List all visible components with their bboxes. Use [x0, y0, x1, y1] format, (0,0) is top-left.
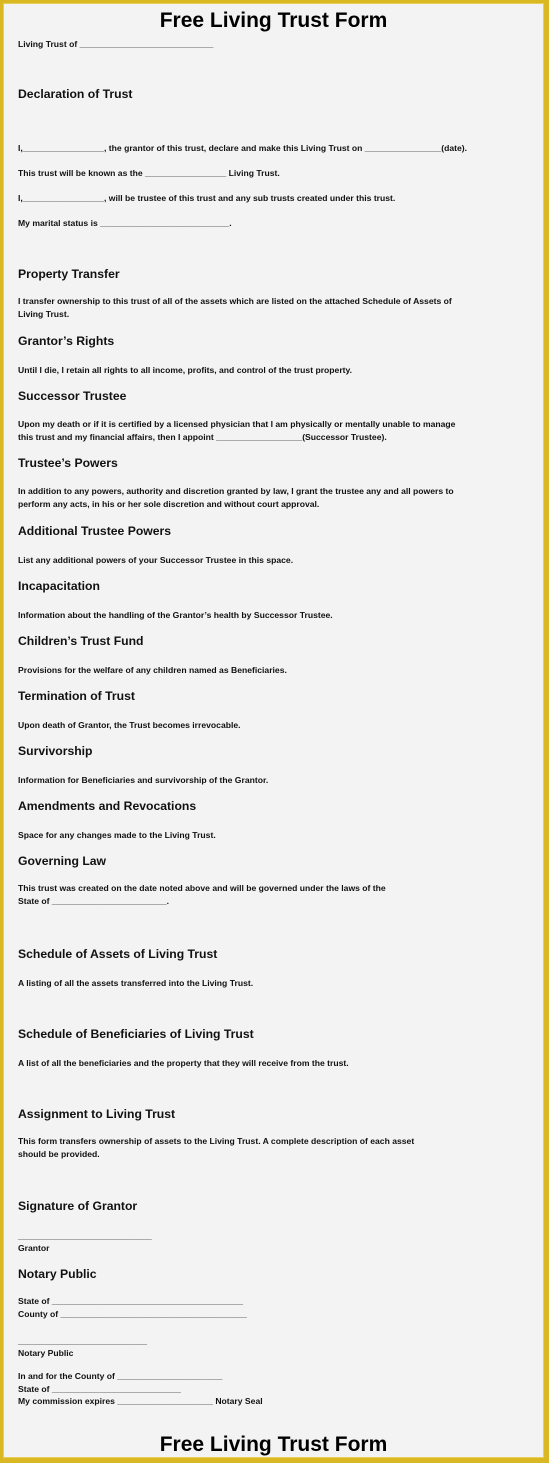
declaration-marital-line: My marital status is ___________________________.: [18, 218, 232, 228]
signature-label: Grantor: [18, 1243, 50, 1253]
form-page: [3, 3, 544, 1458]
trustees-powers-heading: Trustee’s Powers: [18, 456, 118, 470]
successor-trustee-heading: Successor Trustee: [18, 389, 127, 403]
signature-heading: Signature of Grantor: [18, 1199, 138, 1213]
declaration-heading: Declaration of Trust: [18, 87, 133, 101]
governing-law-heading: Governing Law: [18, 854, 107, 868]
notary-heading: Notary Public: [18, 1267, 97, 1281]
schedule-beneficiaries-text: A list of all the beneficiaries and the property that they will receive from the trust.: [18, 1058, 349, 1068]
amendments-text: Space for any changes made to the Living Trust.: [18, 830, 216, 840]
property-transfer-heading: Property Transfer: [18, 267, 120, 281]
schedule-assets-heading: Schedule of Assets of Living Trust: [18, 947, 218, 961]
notary-label: Notary Public: [18, 1348, 74, 1358]
additional-powers-text: List any additional powers of your Successor Trustee in this space.: [18, 555, 294, 565]
declaration-grantor-line: I,_________________, the grantor of this trust, declare and make this Living Trust on ________________(date).: [18, 143, 467, 153]
signature-line: ____________________________: [18, 1231, 152, 1241]
additional-powers-heading: Additional Trustee Powers: [18, 524, 172, 538]
successor-trustee-text: Upon my death or if it is certified by a licensed physician that I am physically or mentally unable to manage this trust and my financial affairs, then I appoint __________________(Successor Trustee).: [18, 419, 456, 442]
assignment-text: This form transfers ownership of assets to the Living Trust. A complete description of each asset should be provided.: [18, 1136, 415, 1159]
schedule-assets-text: A listing of all the assets transferred into the Living Trust.: [18, 978, 254, 988]
governing-law-text: This trust was created on the date noted above and will be governed under the laws of the State of ________________________.: [18, 883, 386, 906]
grantors-rights-text: Until I die, I retain all rights to all income, profits, and control of the trust property.: [18, 365, 353, 375]
schedule-beneficiaries-heading: Schedule of Beneficiaries of Living Trust: [18, 1027, 254, 1041]
incapacitation-heading: Incapacitation: [18, 579, 100, 593]
grantors-rights-heading: Grantor’s Rights: [18, 334, 115, 348]
childrens-trust-heading: Children’s Trust Fund: [18, 634, 144, 648]
survivorship-text: Information for Beneficiaries and survivorship of the Grantor.: [18, 775, 269, 785]
living-trust-of-line: Living Trust of ____________________________: [18, 39, 214, 49]
termination-heading: Termination of Trust: [18, 689, 135, 703]
page-footer-title: Free Living Trust Form: [159, 1433, 388, 1456]
survivorship-heading: Survivorship: [18, 744, 93, 758]
declaration-trust-name-line: This trust will be known as the _________________ Living Trust.: [18, 168, 280, 178]
childrens-trust-text: Provisions for the welfare of any children named as Beneficiaries.: [18, 665, 287, 675]
incapacitation-text: Information about the handling of the Grantor’s health by Successor Trustee.: [18, 610, 333, 620]
declaration-trustee-line: I,_________________, will be trustee of this trust and any sub trusts created under this trust.: [18, 193, 396, 203]
trustees-powers-text: In addition to any powers, authority and discretion granted by law, I grant the trustee any and all powers to perform any acts, in his or her sole discretion and without court approval.: [18, 486, 454, 509]
amendments-heading: Amendments and Revocations: [18, 799, 197, 813]
termination-text: Upon death of Grantor, the Trust becomes irrevocable.: [18, 720, 241, 730]
property-transfer-text: I transfer ownership to this trust of all of the assets which are listed on the attached Schedule of Assets of Living Trust.: [18, 296, 452, 319]
notary-state-county: State of ________________________________________ County of _______________________________________: [18, 1296, 247, 1319]
assignment-heading: Assignment to Living Trust: [18, 1107, 176, 1121]
notary-commission-block: In and for the County of ______________________ State of ___________________________ My commission expires ____________________ Notary Seal: [18, 1371, 263, 1407]
page-title: Free Living Trust Form: [159, 9, 388, 32]
notary-signature-line: ___________________________: [18, 1336, 148, 1346]
